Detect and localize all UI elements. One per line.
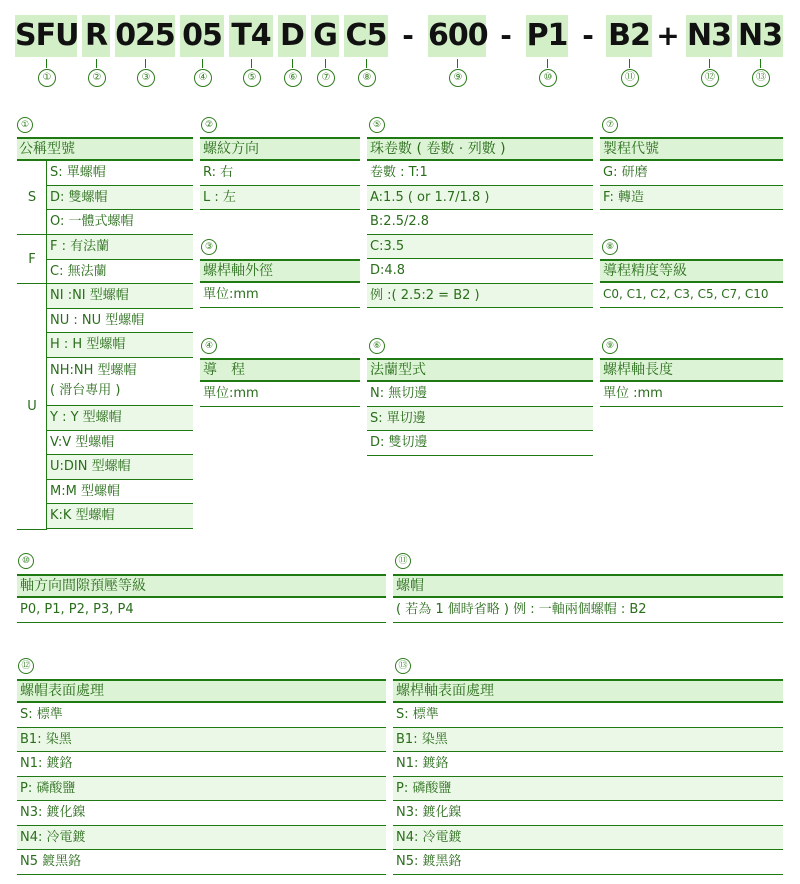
code-part-flange: D <box>278 15 306 57</box>
section-number: ⑤ <box>369 117 385 133</box>
list-item-line: ( 滑台專用 ) <box>50 382 121 398</box>
section-number: ⑬ <box>395 658 411 674</box>
list-item: H : H 型螺帽 <box>47 333 193 358</box>
code-number: ⑨ <box>449 69 467 87</box>
code-number: ⑤ <box>243 69 261 87</box>
section-number: ⑫ <box>18 658 34 674</box>
section-title: 螺桿軸外徑 <box>200 259 360 283</box>
list-item: K:K 型螺帽 <box>47 504 193 529</box>
code-number: ⑦ <box>317 69 335 87</box>
list-item: L : 左 <box>200 186 360 211</box>
code-part-direction: R <box>82 15 110 57</box>
section-number: ⑥ <box>369 338 385 354</box>
list-item: N1: 鍍鉻 <box>393 752 783 777</box>
code-number: ⑫ <box>701 69 719 87</box>
section-number: ⑦ <box>602 117 618 133</box>
section-number: ⑨ <box>602 338 618 354</box>
list-item: S: 標準 <box>393 703 783 728</box>
list-item: 卷數 : T:1 <box>367 161 593 186</box>
list-item: B1: 染黑 <box>393 728 783 753</box>
code-part-circuits: T4 <box>229 15 273 57</box>
section-number: ① <box>17 117 33 133</box>
code-number: ⑪ <box>621 69 639 87</box>
code-part-preload: P1 <box>526 15 568 57</box>
section-title: 螺桿軸長度 <box>600 358 783 382</box>
code-part-diameter: 025 <box>115 15 175 57</box>
list-item: N5 鍍黑鉻 <box>17 850 386 875</box>
list-item: N3: 鍍化鎳 <box>393 801 783 826</box>
code-separator: - <box>500 19 512 52</box>
list-item: S: 單螺帽 <box>47 161 193 186</box>
section-title: 螺帽表面處理 <box>17 679 386 703</box>
list-item: N1: 鍍鉻 <box>17 752 386 777</box>
code-separator: - <box>582 19 594 52</box>
list-item: P0, P1, P2, P3, P4 <box>17 598 386 623</box>
list-item: R: 右 <box>200 161 360 186</box>
section-number: ⑧ <box>602 239 618 255</box>
section-title: 螺紋方向 <box>200 137 360 161</box>
list-item: ( 若為 1 個時省略 ) 例 : 一軸兩個螺帽 : B2 <box>393 598 783 623</box>
code-part-lead: 05 <box>180 15 224 57</box>
list-item: P: 磷酸鹽 <box>393 777 783 802</box>
section-number: ② <box>201 117 217 133</box>
list-item: P: 磷酸鹽 <box>17 777 386 802</box>
list-item: C:3.5 <box>367 235 593 260</box>
list-item: 例 :( 2.5:2 = B2 ) <box>367 284 593 309</box>
list-item: F: 轉造 <box>600 186 783 211</box>
section-number: ⑩ <box>18 553 34 569</box>
list-item: G: 研磨 <box>600 161 783 186</box>
list-item: S: 單切邊 <box>367 407 593 432</box>
list-item: O: 一體式螺帽 <box>47 210 193 235</box>
list-item: N3: 鍍化鎳 <box>17 801 386 826</box>
code-separator: + <box>656 19 680 52</box>
section-title: 螺帽 <box>393 574 783 598</box>
list-item: D:4.8 <box>367 259 593 284</box>
section-title: 法蘭型式 <box>367 358 593 382</box>
section-title: 螺桿軸表面處理 <box>393 679 783 703</box>
code-part-shaft-surface: N3 <box>737 15 783 57</box>
list-item: Y : Y 型螺帽 <box>47 406 193 431</box>
list-item: NU : NU 型螺帽 <box>47 309 193 334</box>
list-item: 單位:mm <box>200 283 360 308</box>
list-item: NI :NI 型螺帽 <box>47 284 193 309</box>
section-title: 珠卷數 ( 卷數 · 列數 ) <box>367 137 593 161</box>
code-part-accuracy: C5 <box>344 15 388 57</box>
list-item: C: 無法蘭 <box>47 260 193 285</box>
group-label: S <box>17 161 47 235</box>
code-number: ⑬ <box>752 69 770 87</box>
list-item: M:M 型螺帽 <box>47 480 193 505</box>
list-item: D: 雙螺帽 <box>47 186 193 211</box>
section-title: 軸方向間隙預壓等級 <box>17 574 386 598</box>
group-label: U <box>17 284 47 530</box>
list-item: A:1.5 ( or 1.7/1.8 ) <box>367 186 593 211</box>
code-part-length: 600 <box>428 15 486 57</box>
section-title: 製程代號 <box>600 137 783 161</box>
group-label: F <box>17 235 47 284</box>
list-item: U:DIN 型螺帽 <box>47 455 193 480</box>
list-item-line: NH:NH 型螺帽 <box>50 362 137 378</box>
code-number: ① <box>38 69 56 87</box>
code-number: ② <box>88 69 106 87</box>
code-number: ④ <box>194 69 212 87</box>
list-item: V:V 型螺帽 <box>47 431 193 456</box>
list-item: D: 雙切邊 <box>367 431 593 456</box>
list-item: B:2.5/2.8 <box>367 210 593 235</box>
list-item: N4: 冷電鍍 <box>17 826 386 851</box>
list-item: B1: 染黑 <box>17 728 386 753</box>
section-number: ③ <box>201 239 217 255</box>
section-number: ④ <box>201 338 217 354</box>
list-item: 單位:mm <box>200 382 360 407</box>
code-separator: - <box>402 19 414 52</box>
code-part-nut-surface: N3 <box>686 15 732 57</box>
list-item: N4: 冷電鍍 <box>393 826 783 851</box>
list-item: 單位 :mm <box>600 382 783 407</box>
section-title: 公稱型號 <box>17 137 193 161</box>
code-number: ⑧ <box>358 69 376 87</box>
code-part-nut: B2 <box>606 15 652 57</box>
list-item: F : 有法蘭 <box>47 235 193 260</box>
code-part-process: G <box>311 15 339 57</box>
list-item-multiline <box>47 358 193 407</box>
code-number: ③ <box>137 69 155 87</box>
list-item: N: 無切邊 <box>367 382 593 407</box>
list-item: C0, C1, C2, C3, C5, C7, C10 <box>600 283 783 308</box>
section-number: ⑪ <box>395 553 411 569</box>
code-number: ⑥ <box>284 69 302 87</box>
list-item: N5: 鍍黑鉻 <box>393 850 783 875</box>
section-title: 導 程 <box>200 358 360 382</box>
code-part-series: SFU <box>15 15 77 57</box>
section-title: 導程精度等級 <box>600 259 783 283</box>
list-item: S: 標準 <box>17 703 386 728</box>
code-number: ⑩ <box>539 69 557 87</box>
